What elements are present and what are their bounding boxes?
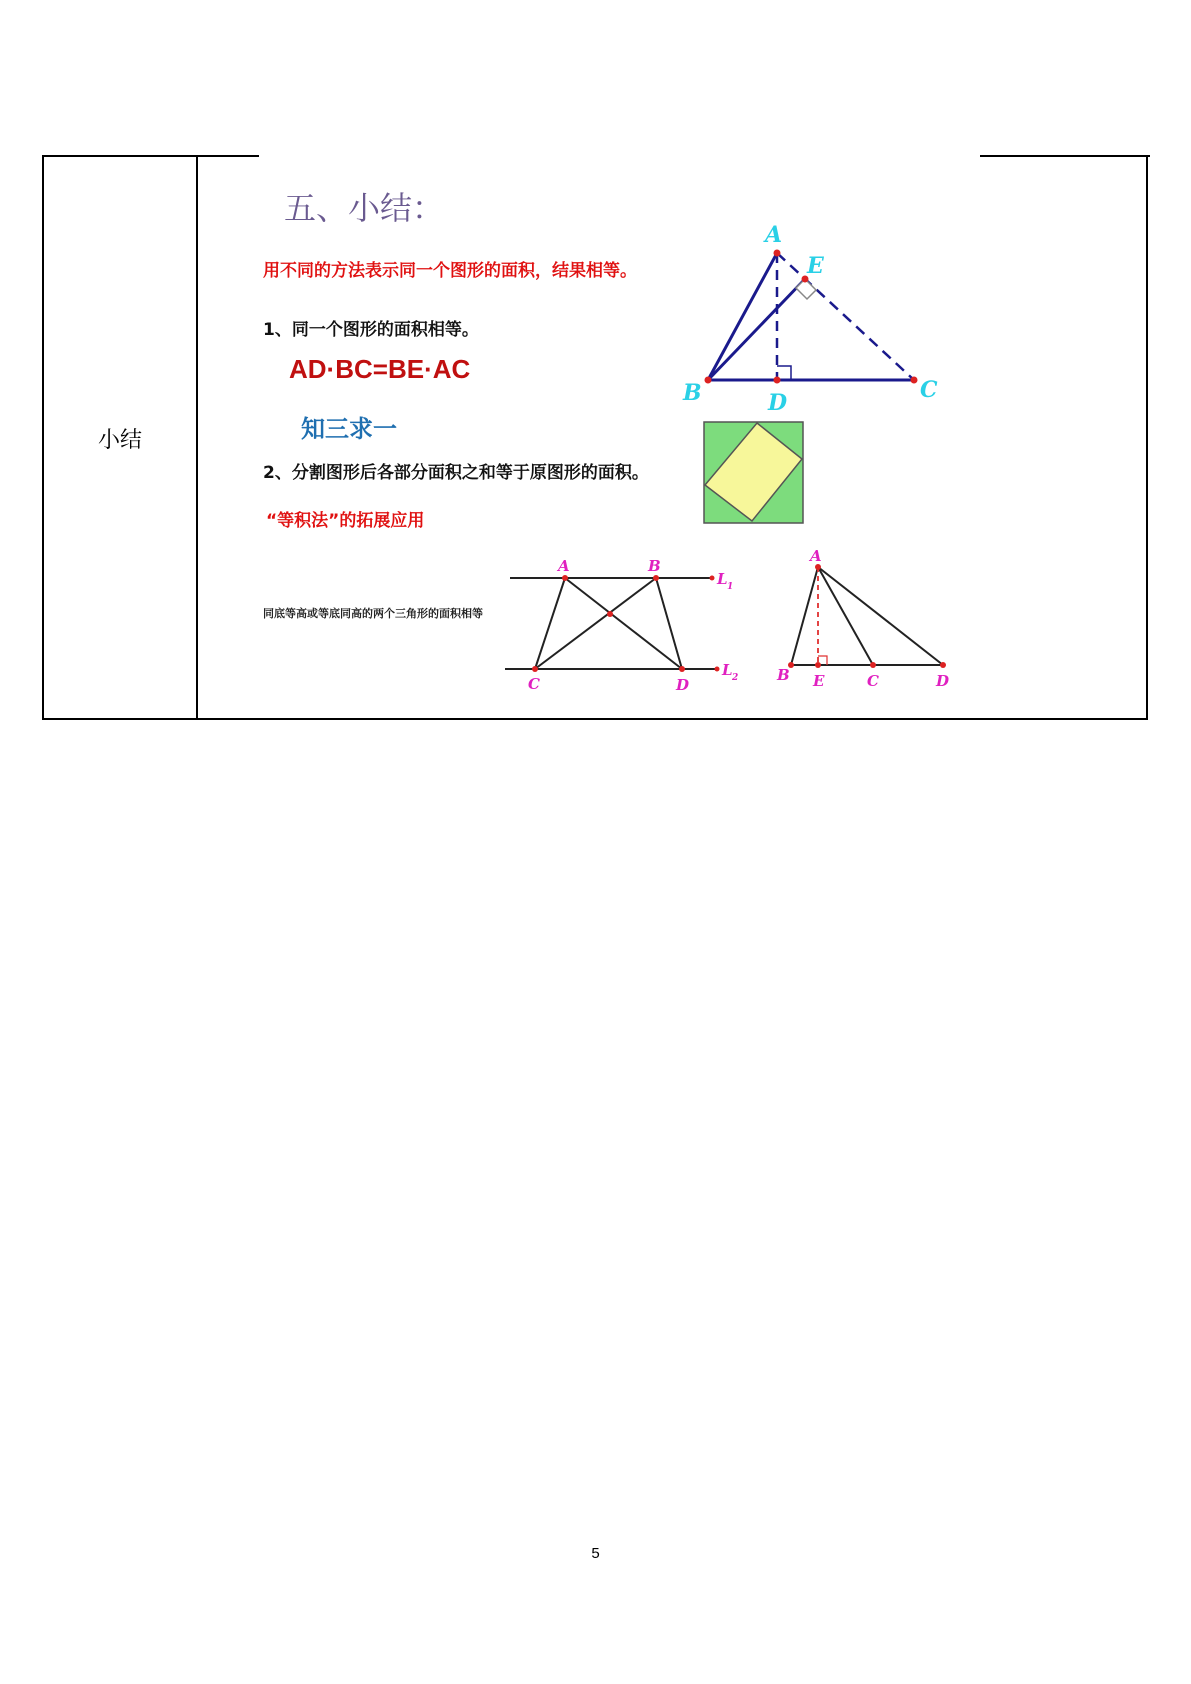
label-E: E (807, 253, 824, 279)
segment-AC (818, 567, 873, 665)
page-number: 5 (591, 1545, 600, 1562)
label-B: B (683, 380, 702, 406)
point-E (815, 662, 821, 668)
segment-BD (656, 578, 682, 669)
label-D: D (768, 390, 788, 416)
shared-apex-triangles-figure (776, 547, 949, 690)
label-L2-sub: 2 (732, 673, 739, 683)
label-L1-sub: 1 (727, 582, 734, 592)
extension-heading: “等积法”的拓展应用 (266, 511, 425, 531)
label-D: D (676, 676, 690, 694)
row-label: 小结 (97, 428, 142, 453)
parallel-lines-figure (505, 557, 738, 694)
label-D: D (936, 672, 950, 690)
segment-AC (535, 578, 565, 669)
label-C: C (528, 675, 540, 693)
point-D (940, 662, 946, 668)
segment-AB (791, 567, 818, 665)
label-L1: L (717, 570, 728, 588)
point-L2-end (715, 667, 720, 672)
segment-BE (708, 279, 805, 380)
triangle-figure (682, 222, 938, 416)
label-E: E (813, 672, 825, 690)
principle-text: 用不同的方法表示同一个图形的面积，结果相等。 (263, 261, 637, 281)
point-D (774, 377, 781, 384)
know-three-find-one: 知三求一 (301, 414, 397, 443)
slide-title: 五、小结： (284, 189, 445, 227)
label-A: A (558, 557, 570, 575)
label-C: C (920, 377, 938, 403)
point-C (911, 377, 918, 384)
segment-AD (565, 578, 682, 669)
label-A: A (765, 222, 783, 248)
point-A (562, 575, 568, 581)
label-L2: L (722, 661, 733, 679)
point-D (679, 666, 685, 672)
segment-AD (818, 567, 943, 665)
point-intersection (607, 611, 613, 617)
label-B: B (648, 557, 661, 575)
point-2-text: 2、分割图形后各部分面积之和等于原图形的面积。 (263, 463, 649, 483)
point-C (870, 662, 876, 668)
segment-BC (535, 578, 656, 669)
segment-AC-dashed (777, 253, 914, 380)
point-B (705, 377, 712, 384)
square-figure (704, 422, 803, 523)
segment-AB (708, 253, 777, 380)
label-B: B (777, 666, 790, 684)
point-C (532, 666, 538, 672)
label-C: C (867, 672, 879, 690)
point-A (774, 250, 781, 257)
area-formula: AD·BC=BE·AC (289, 354, 471, 384)
label-A: A (810, 547, 822, 565)
point-L1-end (710, 576, 715, 581)
point-1-text: 1、同一个图形的面积相等。 (263, 320, 479, 340)
point-B (653, 575, 659, 581)
equal-area-note: 同底等高或等底同高的两个三角形的面积相等 (263, 607, 483, 620)
